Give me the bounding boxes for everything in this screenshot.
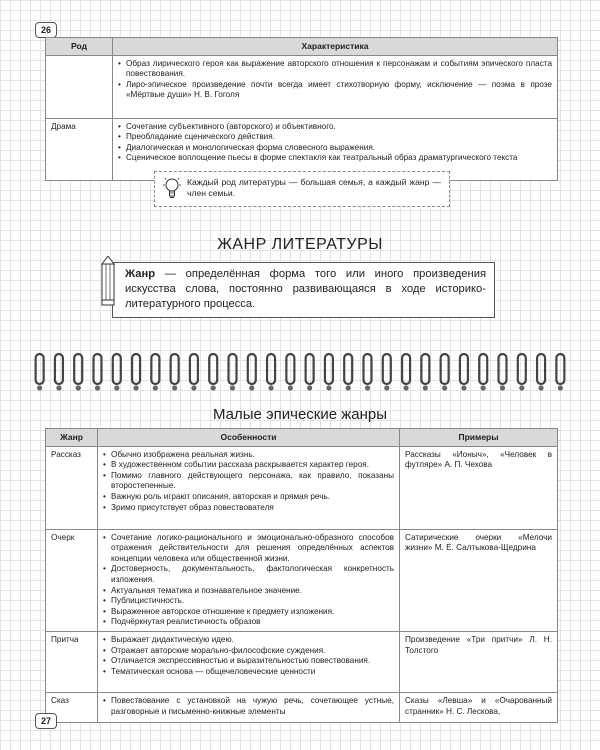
binder-ring-icon <box>190 354 198 391</box>
col-header-characteristic: Характеристика <box>113 38 558 56</box>
list-item: • Обычно изображена реальная жизнь. <box>103 450 394 461</box>
col-header-genre: Жанр <box>46 429 98 447</box>
list-item: • Сочетание логико-рационального и эмоционально-образного способов отражения действительности для решения определённых аспектов концепции человека или общественной жизни. <box>103 533 394 565</box>
binder-ring-icon <box>460 354 468 391</box>
binder-ring-icon <box>325 354 333 391</box>
binder-ring-icon <box>113 354 121 391</box>
definition-text: — определённая форма того или иного произведения искусства слова, постоянно развивающаяся в ходе историко-литературного процесса. <box>125 268 486 310</box>
examples-cell: Рассказы «Ионыч», «Человек в футляре» А. П. Чехова <box>400 446 558 529</box>
list-item: • Отражает авторские морально-философские суждения. <box>103 646 394 657</box>
list-item: • Зримо присутствует образ повествователя <box>103 503 394 514</box>
definition-box <box>112 262 495 318</box>
list-item: • Отличается экспрессивностью и выразительностью повествования. <box>103 656 394 667</box>
table-row <box>46 446 558 529</box>
list-item: • Важную роль играют описания, авторская и прямая речь. <box>103 492 394 503</box>
list-item: • Тематическая основа — общечеловеческие ценности <box>103 667 394 678</box>
binder-rings <box>30 350 570 400</box>
page-number-bottom: 27 <box>35 713 57 729</box>
list-item: • Выражает дидактическую идею. <box>103 635 394 646</box>
binder-ring-icon <box>248 354 256 391</box>
binder-ring-icon <box>402 354 410 391</box>
list-item: • Актуальная тематика и познавательное значение. <box>103 586 394 597</box>
features-cell <box>98 631 400 692</box>
binder-ring-icon <box>209 354 217 391</box>
list-item: • Сценическое воплощение пьесы в форме спектакля как театральный образ драматургического текста <box>118 153 552 164</box>
table-row <box>46 692 558 722</box>
examples-cell: Произведение «Три притчи» Л. Н. Толстого <box>400 631 558 692</box>
genre-cell: Притча <box>46 631 98 692</box>
binder-ring-icon <box>151 354 159 391</box>
col-header-examples: Примеры <box>400 429 558 447</box>
list-item: • Повествование с установкой на чужую речь, сочетающее устные, разговорные и письменно-книжные элементы <box>103 696 394 717</box>
binder-ring-icon <box>74 354 82 391</box>
binder-ring-icon <box>556 354 564 391</box>
genre-cell: Драма <box>46 118 113 180</box>
small-epic-genres-table <box>45 428 558 723</box>
genus-table <box>45 37 558 181</box>
page-number-top: 26 <box>35 22 57 38</box>
binder-ring-icon <box>441 354 449 391</box>
binder-ring-icon <box>344 354 352 391</box>
table-row <box>46 55 558 118</box>
note-box <box>154 171 450 207</box>
binder-ring-icon <box>36 354 44 391</box>
binder-ring-icon <box>421 354 429 391</box>
examples-cell: Сказы «Левша» и «Очарованный странник» Н. С. Лескова, <box>400 692 558 722</box>
col-header-genus: Род <box>46 38 113 56</box>
binder-ring-icon <box>479 354 487 391</box>
binder-ring-icon <box>267 354 275 391</box>
examples-cell: Сатирические очерки «Мелочи жизни» М. Е. Салтыкова-Щедрина <box>400 529 558 631</box>
list-item: • Образ лирического героя как выражение авторского отношения к персонажам и событиям эпического пласта повествования. <box>118 59 552 80</box>
list-item: • Лиро-эпическое произведение почти всегда имеет стихотворную форму, исключение — поэма в прозе «Мёртвые души» Н. В. Гоголя <box>118 80 552 101</box>
binder-ring-icon <box>171 354 179 391</box>
genre-cell: Рассказ <box>46 446 98 529</box>
list-item: • В художественном событии рассказа раскрывается характер героя. <box>103 460 394 471</box>
genre-cell <box>46 55 113 118</box>
binder-ring-icon <box>499 354 507 391</box>
note-text: Каждый род литературы — большая семья, а каждый жанр — член семьи. <box>187 177 441 198</box>
binder-ring-icon <box>132 354 140 391</box>
section-title: ЖАНР ЛИТЕРАТУРЫ <box>217 236 383 253</box>
list-item: • Выраженное авторское отношение к предмету изложения. <box>103 607 394 618</box>
list-item: • Помимо главного действующего персонажа, как правило, показаны второстепенные. <box>103 471 394 492</box>
genre-cell: Очерк <box>46 529 98 631</box>
table-title: Малые эпические жанры <box>212 406 388 423</box>
col-header-features: Особенности <box>98 429 400 447</box>
binder-ring-icon <box>94 354 102 391</box>
binder-ring-icon <box>364 354 372 391</box>
list-item: • Преобладание сценического действия. <box>118 132 552 143</box>
characteristic-cell <box>113 55 558 118</box>
table-row <box>46 529 558 631</box>
list-item: • Сочетание субъективного (авторского) и объективного. <box>118 122 552 133</box>
features-cell <box>98 692 400 722</box>
list-item: • Диалогическая и монологическая форма словесного выражения. <box>118 143 552 154</box>
binder-ring-icon <box>229 354 237 391</box>
binder-ring-icon <box>55 354 63 391</box>
lightbulb-icon <box>163 176 181 205</box>
table-header-row <box>46 38 558 56</box>
binder-ring-icon <box>518 354 526 391</box>
features-cell <box>98 446 400 529</box>
features-cell <box>98 529 400 631</box>
genre-cell: Сказ <box>46 692 98 722</box>
table-header-row <box>46 429 558 447</box>
binder-ring-icon <box>537 354 545 391</box>
list-item: • Подчёркнутая реалистичность образов <box>103 617 394 628</box>
list-item: • Публицистичность. <box>103 596 394 607</box>
binder-ring-icon <box>383 354 391 391</box>
list-item: • Достоверность, документальность, фактологическая конкретность изложения. <box>103 564 394 585</box>
definition-term: Жанр <box>125 268 156 280</box>
pencil-icon <box>100 256 116 311</box>
binder-ring-icon <box>286 354 294 391</box>
binder-ring-icon <box>306 354 314 391</box>
table-row <box>46 631 558 692</box>
